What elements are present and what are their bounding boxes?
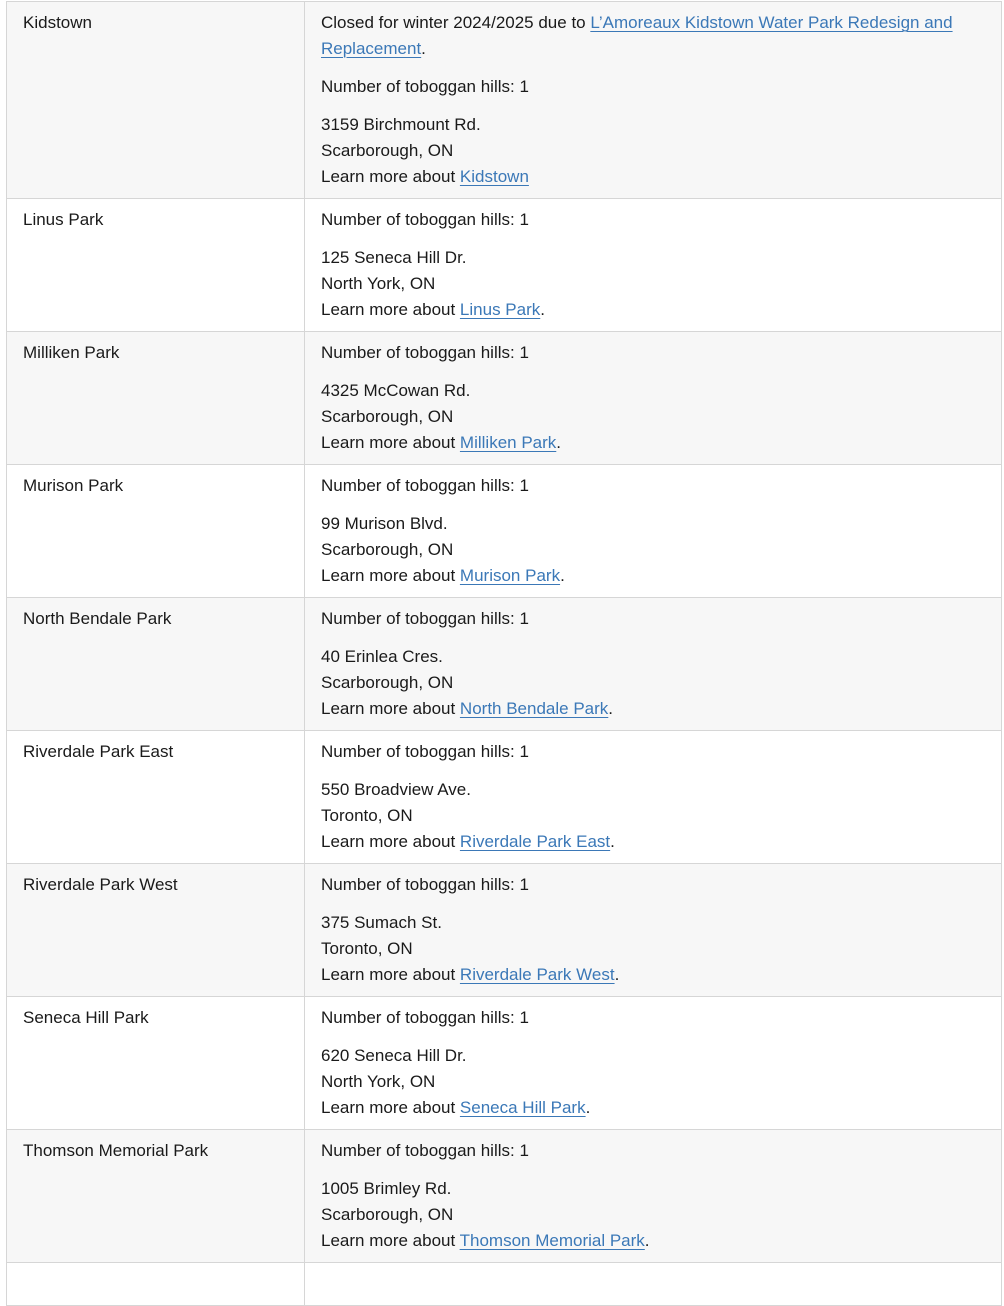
park-name-cell: [7, 332, 305, 465]
park-name: Riverdale Park West: [23, 875, 178, 894]
park-link[interactable]: Riverdale Park West: [459, 965, 615, 984]
table-row: [7, 1263, 1002, 1306]
park-name-cell: [7, 731, 305, 864]
street-address: 125 Seneca Hill Dr.: [321, 248, 467, 267]
park-link[interactable]: Murison Park: [459, 566, 561, 585]
park-address: [321, 1043, 985, 1121]
park-details-cell: [305, 864, 1002, 997]
park-name: Linus Park: [23, 210, 104, 229]
table-row: [7, 598, 1002, 731]
table-row: [7, 997, 1002, 1130]
hill-count: Number of toboggan hills: 1: [321, 210, 529, 229]
street-address: 620 Seneca Hill Dr.: [321, 1046, 467, 1065]
hill-count: Number of toboggan hills: 1: [321, 1141, 529, 1160]
toboggan-hills-table-wrapper: [6, 1, 1001, 1306]
street-address: 4325 McCowan Rd.: [321, 381, 471, 400]
park-name: North Bendale Park: [23, 609, 172, 628]
park-name: Seneca Hill Park: [23, 1008, 149, 1027]
city-province: Scarborough, ON: [321, 540, 454, 559]
park-details-cell: [305, 731, 1002, 864]
table-row: [7, 731, 1002, 864]
toboggan-hills-table: [6, 1, 1002, 1306]
park-name-cell: [7, 598, 305, 731]
city-province: North York, ON: [321, 1072, 436, 1091]
street-address: 1005 Brimley Rd.: [321, 1179, 452, 1198]
park-address: [321, 112, 985, 190]
city-province: Toronto, ON: [321, 806, 413, 825]
city-province: Scarborough, ON: [321, 673, 454, 692]
learn-more: Learn more about Riverdale Park East.: [321, 832, 615, 851]
street-address: 99 Murison Blvd.: [321, 514, 448, 533]
park-name: Thomson Memorial Park: [23, 1141, 209, 1160]
park-name-cell: [7, 1263, 305, 1306]
street-address: 3159 Birchmount Rd.: [321, 115, 481, 134]
park-details-cell: [305, 997, 1002, 1130]
park-name: Milliken Park: [23, 343, 120, 362]
hill-count: Number of toboggan hills: 1: [321, 476, 529, 495]
table-row: [7, 864, 1002, 997]
hill-count: Number of toboggan hills: 1: [321, 343, 529, 362]
table-row: [7, 199, 1002, 332]
hill-count: Number of toboggan hills: 1: [321, 1008, 529, 1027]
park-details-cell: [305, 1130, 1002, 1263]
park-address: [321, 378, 985, 456]
hill-count: Number of toboggan hills: 1: [321, 609, 529, 628]
park-address: [321, 910, 985, 988]
street-address: 375 Sumach St.: [321, 913, 442, 932]
park-link[interactable]: Linus Park: [459, 300, 541, 319]
park-link[interactable]: Milliken Park: [459, 433, 557, 452]
hill-count: Number of toboggan hills: 1: [321, 77, 529, 96]
park-name: Kidstown: [23, 13, 92, 32]
hill-count: Number of toboggan hills: 1: [321, 875, 529, 894]
table-row: [7, 2, 1002, 199]
closure-notice: Closed for winter 2024/2025 due to L’Amoreaux Kidstown Water Park Redesign and Replacement.: [321, 13, 953, 58]
learn-more: Learn more about Riverdale Park West.: [321, 965, 620, 984]
park-name-cell: [7, 997, 305, 1130]
learn-more: Learn more about Linus Park.: [321, 300, 545, 319]
park-name: Murison Park: [23, 476, 124, 495]
park-link[interactable]: Riverdale Park East: [459, 832, 611, 851]
park-name: Riverdale Park East: [23, 742, 174, 761]
park-name-cell: [7, 199, 305, 332]
city-province: Scarborough, ON: [321, 141, 454, 160]
park-address: [321, 644, 985, 722]
park-link[interactable]: Seneca Hill Park: [459, 1098, 586, 1117]
city-province: Scarborough, ON: [321, 1205, 454, 1224]
learn-more: Learn more about Milliken Park.: [321, 433, 562, 452]
table-row: [7, 1130, 1002, 1263]
park-address: [321, 1176, 985, 1254]
closure-project-link[interactable]: L’Amoreaux Kidstown Water Park Redesign and Replacement: [321, 13, 953, 58]
city-province: Toronto, ON: [321, 939, 413, 958]
park-details-cell: [305, 465, 1002, 598]
park-details-cell: [305, 1263, 1002, 1306]
learn-more: Learn more about Seneca Hill Park.: [321, 1098, 591, 1117]
table-row: [7, 465, 1002, 598]
park-address: [321, 777, 985, 855]
park-name-cell: [7, 864, 305, 997]
park-link[interactable]: Kidstown: [459, 167, 529, 186]
park-address: [321, 245, 985, 323]
learn-more: Learn more about Kidstown: [321, 167, 529, 186]
learn-more: Learn more about North Bendale Park.: [321, 699, 614, 718]
park-details-cell: [305, 332, 1002, 465]
learn-more: Learn more about Thomson Memorial Park.: [321, 1231, 650, 1250]
park-details-cell: [305, 598, 1002, 731]
park-name-cell: [7, 2, 305, 199]
hill-count: Number of toboggan hills: 1: [321, 742, 529, 761]
park-address: [321, 511, 985, 589]
park-link[interactable]: North Bendale Park: [459, 699, 609, 718]
park-name-cell: [7, 465, 305, 598]
street-address: 40 Erinlea Cres.: [321, 647, 443, 666]
park-details-cell: [305, 2, 1002, 199]
park-details-cell: [305, 199, 1002, 332]
park-link[interactable]: Thomson Memorial Park: [459, 1231, 645, 1250]
park-name-cell: [7, 1130, 305, 1263]
learn-more: Learn more about Murison Park.: [321, 566, 565, 585]
city-province: Scarborough, ON: [321, 407, 454, 426]
table-row: [7, 332, 1002, 465]
city-province: North York, ON: [321, 274, 436, 293]
street-address: 550 Broadview Ave.: [321, 780, 471, 799]
